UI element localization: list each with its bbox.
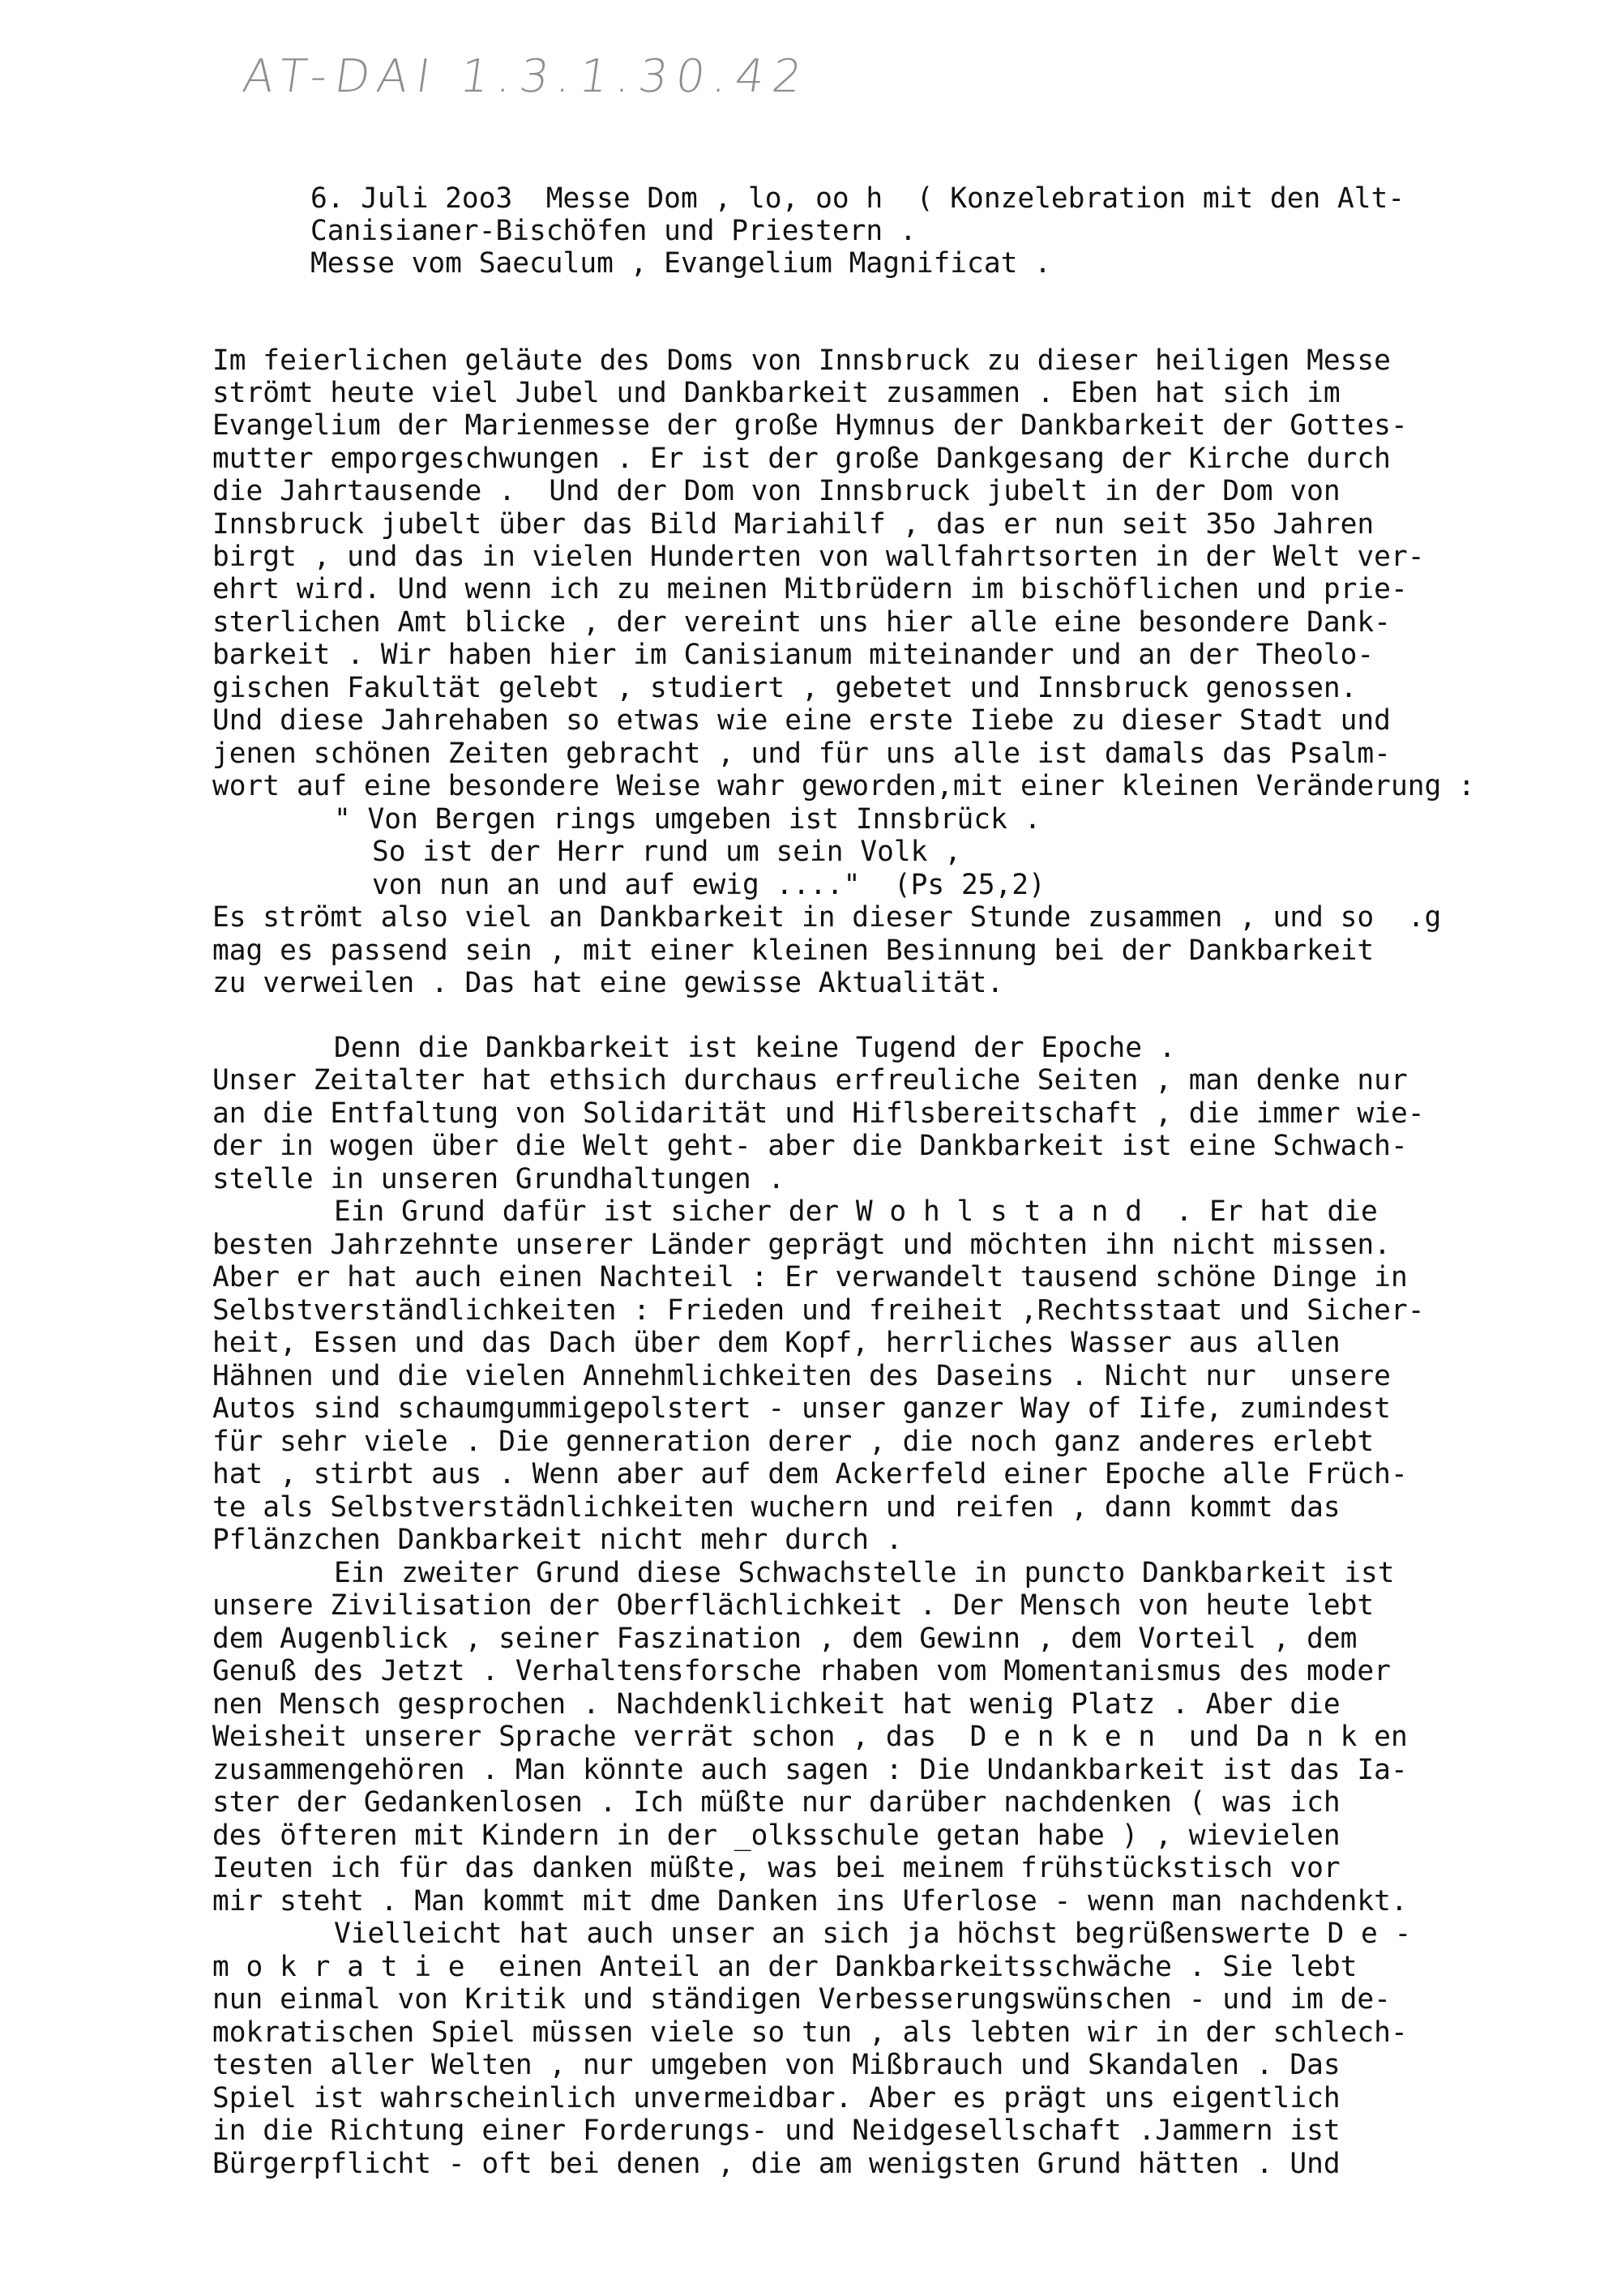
body-line: Spiel ist wahrscheinlich unvermeidbar. Aber es prägt uns eigentlich [212,2082,1341,2114]
body-line: ehrt wird. Und wenn ich zu meinen Mitbrüdern im bischöflichen und prie- [212,573,1408,605]
body-line: jenen schönen Zeiten gebracht , und für uns alle ist damals das Psalm- [212,738,1391,770]
body-line: Und diese Jahrehaben so etwas wie eine erste Iiebe zu dieser Stadt und [212,704,1391,737]
body-line: Ein Grund dafür ist sicher der W o h l s t a n d . Er hat die [334,1195,1378,1228]
header-line: Canisianer-Bischöfen und Priestern . [310,215,917,247]
psalm-quote-line: von nun an und auf ewig ...." (Ps 25,2) [372,869,1046,901]
body-line: strömt heute viel Jubel und Dankbarkeit zusammen . Eben hat sich im [212,377,1341,409]
body-line: Vielleicht hat auch unser an sich ja höchst begrüßenswerte D e - [334,1918,1412,1950]
body-line: Pflänzchen Dankbarkeit nicht mehr durch . [212,1524,903,1556]
body-line: Ieuten ich für das danken müßte, was bei meinem frühstückstisch vor [212,1852,1341,1884]
body-line: Es strömt also viel an Dankbarkeit in dieser Stunde zusammen , und so .g [212,901,1442,934]
body-line: te als Selbstverstädnlichkeiten wuchern und reifen , dann kommt das [212,1491,1341,1524]
body-line: zusammengehören . Man könnte auch sagen : Die Undankbarkeit ist das Ia- [212,1754,1408,1786]
body-line: Ein zweiter Grund diese Schwachstelle in puncto Dankbarkeit ist [334,1557,1395,1589]
body-line: Genuß des Jetzt . Verhaltensforsche rhaben vom Momentanismus des moder [212,1655,1391,1687]
body-line: m o k r a t i e einen Anteil an der Dankbarkeitsschwäche . Sie lebt [212,1951,1358,1983]
body-line: barkeit . Wir haben hier im Canisianum miteinander und an der Theolo- [212,639,1375,671]
psalm-quote-line: So ist der Herr rund um sein Volk , [372,836,961,868]
body-line: testen aller Welten , nur umgeben von Mißbrauch und Skandalen . Das [212,2049,1341,2081]
body-line: Bürgerpflicht - oft bei denen , die am wenigsten Grund hätten . Und [212,2148,1341,2180]
body-line: dem Augenblick , seiner Faszination , dem Gewinn , dem Vorteil , dem [212,1623,1358,1655]
psalm-quote-line: " Von Bergen rings umgeben ist Innsbrück . [334,803,1041,836]
body-line: mir steht . Man kommt mit dme Danken ins Uferlose - wenn man nachdenkt. [212,1885,1408,1918]
body-line: Hähnen und die vielen Annehmlichkeiten des Daseins . Nicht nur unsere [212,1360,1391,1392]
body-line: des öfteren mit Kindern in der _olksschule getan habe ) , wievielen [212,1819,1341,1852]
header-line: 6. Juli 2oo3 Messe Dom , lo, oo h ( Konzelebration mit den Alt- [310,182,1405,215]
body-line: zu verweilen . Das hat eine gewisse Aktualität. [212,967,1004,999]
body-line: hat , stirbt aus . Wenn aber auf dem Ackerfeld einer Epoche alle Früch- [212,1458,1408,1490]
body-line: Autos sind schaumgummigepolstert - unser ganzer Way of Iife, zumindest [212,1392,1391,1425]
body-line: der in wogen über die Welt geht- aber die Dankbarkeit ist eine Schwach- [212,1130,1408,1162]
body-line: wort auf eine besondere Weise wahr geworden,mit einer kleinen Veränderung : [212,770,1475,802]
body-line: birgt , und das in vielen Hunderten von wallfahrtsorten in der Welt ver- [212,541,1425,573]
body-line: unsere Zivilisation der Oberflächlichkeit . Der Mensch von heute lebt [212,1589,1375,1622]
body-line: für sehr viele . Die genneration derer , die noch ganz anderes erlebt [212,1426,1375,1458]
body-line: ster der Gedankenlosen . Ich müßte nur darüber nachdenken ( was ich [212,1786,1341,1819]
body-line: mokratischen Spiel müssen viele so tun , als lebten wir in der schlech- [212,2016,1408,2049]
body-line: mag es passend sein , mit einer kleinen Besinnung bei der Dankbarkeit [212,934,1375,967]
body-line: sterlichen Amt blicke , der vereint uns hier alle eine besondere Dank- [212,606,1391,639]
body-line: nen Mensch gesprochen . Nachdenklichkeit hat wenig Platz . Aber die [212,1688,1341,1721]
body-line: nun einmal von Kritik und ständigen Verbesserungswünschen - und im de- [212,1983,1391,2016]
body-line: in die Richtung einer Forderungs- und Neidgesellschaft .Jammern ist [212,2114,1341,2147]
body-line: heit, Essen und das Dach über dem Kopf, herrliches Wasser aus allen [212,1327,1341,1359]
body-line: besten Jahrzehnte unserer Länder geprägt und möchten ihn nicht missen. [212,1229,1391,1261]
body-line: Denn die Dankbarkeit ist keine Tugend der Epoche . [334,1032,1176,1064]
body-line: Innsbruck jubelt über das Bild Mariahilf , das er nun seit 35o Jahren [212,508,1375,541]
body-line: mutter emporgeschwungen . Er ist der große Dankgesang der Kirche durch [212,443,1391,475]
body-line: Selbstverständlichkeiten : Frieden und freiheit ,Rechtsstaat und Sicher- [212,1294,1425,1327]
body-line: Unser Zeitalter hat ethsich durchaus erfreuliche Seiten , man denke nur [212,1064,1408,1097]
body-line: gischen Fakultät gelebt , studiert , gebetet und Innsbruck genossen. [212,672,1358,704]
archive-reference-handwritten: AT-DAI 1.3.1.30.42 [239,50,814,103]
body-line: die Jahrtausende . Und der Dom von Innsbruck jubelt in der Dom von [212,475,1341,507]
header-line: Messe vom Saeculum , Evangelium Magnificat . [310,247,1051,280]
body-line: an die Entfaltung von Solidarität und Hiflsbereitschaft , die immer wie- [212,1097,1425,1130]
body-line: Im feierlichen geläute des Doms von Innsbruck zu dieser heiligen Messe [212,344,1391,377]
body-line: Weisheit unserer Sprache verrät schon , das D e n k e n und Da n k en [212,1721,1408,1753]
body-line: Aber er hat auch einen Nachteil : Er verwandelt tausend schöne Dinge in [212,1261,1408,1293]
body-line: Evangelium der Marienmesse der große Hymnus der Dankbarkeit der Gottes- [212,409,1408,442]
body-line: stelle in unseren Grundhaltungen . [212,1163,785,1195]
